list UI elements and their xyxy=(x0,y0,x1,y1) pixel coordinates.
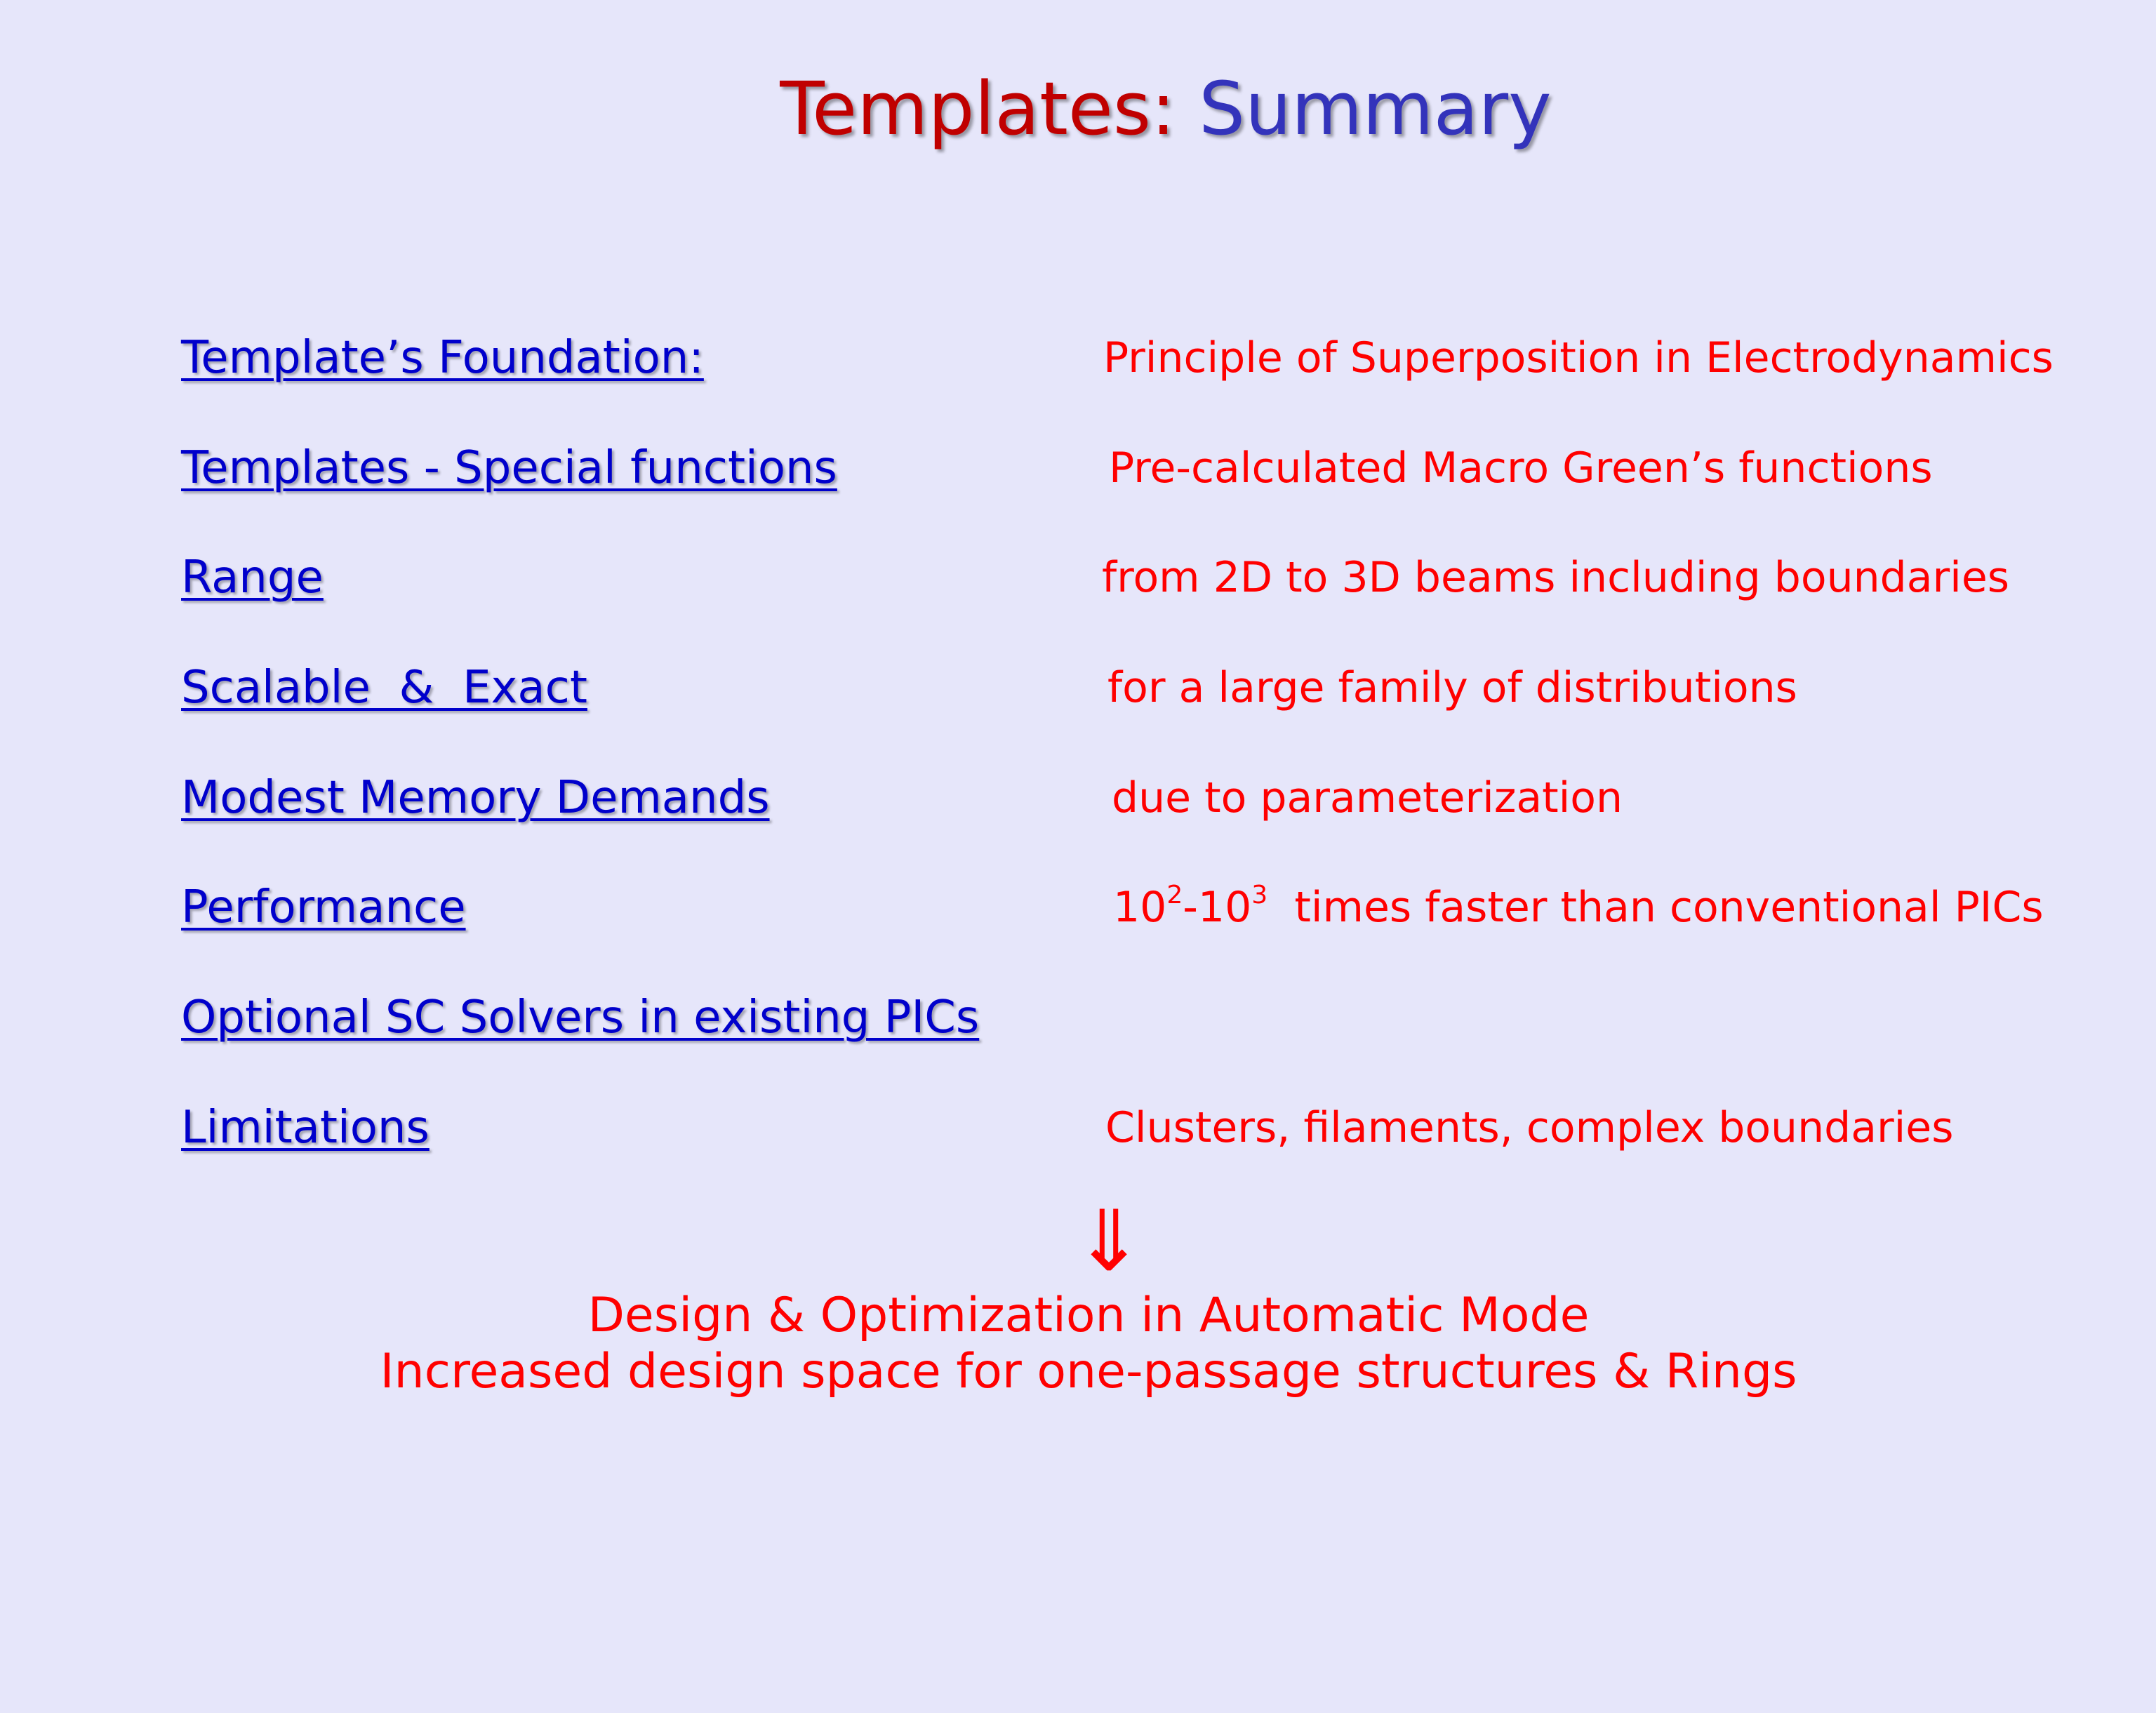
conclusion-line-1: Design & Optimization in Automatic Mode xyxy=(587,1288,1590,1343)
row-value: for a large family of distributions xyxy=(1107,663,1797,712)
row-value: Principle of Superposition in Electrodynamics xyxy=(1103,333,2054,382)
down-arrow-icon: ⇓ xyxy=(1073,1193,1145,1291)
summary-row-limitations xyxy=(0,1100,2156,1156)
row-value: due to parameterization xyxy=(1112,773,1623,822)
summary-row-scalable xyxy=(0,660,2156,716)
value-rest: times faster than conventional PICs xyxy=(1267,883,2044,932)
row-label: Scalable & Exact xyxy=(181,662,587,714)
summary-row-memory xyxy=(0,770,2156,826)
summary-row-special-functions xyxy=(0,440,2156,496)
slide-title xyxy=(0,63,2156,154)
summary-row-performance xyxy=(0,879,2156,935)
row-value: Clusters, filaments, complex boundaries xyxy=(1105,1103,1954,1152)
value-exponent-2: 3 xyxy=(1251,881,1268,909)
title-part-summary: Summary xyxy=(1199,66,1552,152)
value-exponent-1: 2 xyxy=(1166,881,1183,909)
summary-row-optional-solvers xyxy=(0,989,2156,1046)
row-value xyxy=(1113,879,2044,935)
row-value: from 2D to 3D beams including boundaries xyxy=(1102,553,2009,602)
row-label: Range xyxy=(181,552,324,604)
summary-row-foundation xyxy=(0,330,2156,386)
value-base-1: 10 xyxy=(1113,883,1167,932)
row-label: Modest Memory Demands xyxy=(181,772,770,824)
row-value: Pre-calculated Macro Green’s functions xyxy=(1109,444,1933,493)
row-label: Templates - Special functions xyxy=(181,442,837,494)
row-label: Limitations xyxy=(181,1102,430,1154)
row-label: Optional SC Solvers in existing PICs xyxy=(181,992,980,1044)
row-label: Template’s Foundation: xyxy=(181,332,704,384)
value-base-2: -10 xyxy=(1183,883,1252,932)
conclusion-line-2: Increased design space for one-passage structures & Rings xyxy=(380,1344,1797,1399)
title-part-templates: Templates: xyxy=(780,66,1176,152)
row-label: Performance xyxy=(181,881,466,933)
summary-row-range xyxy=(0,549,2156,606)
